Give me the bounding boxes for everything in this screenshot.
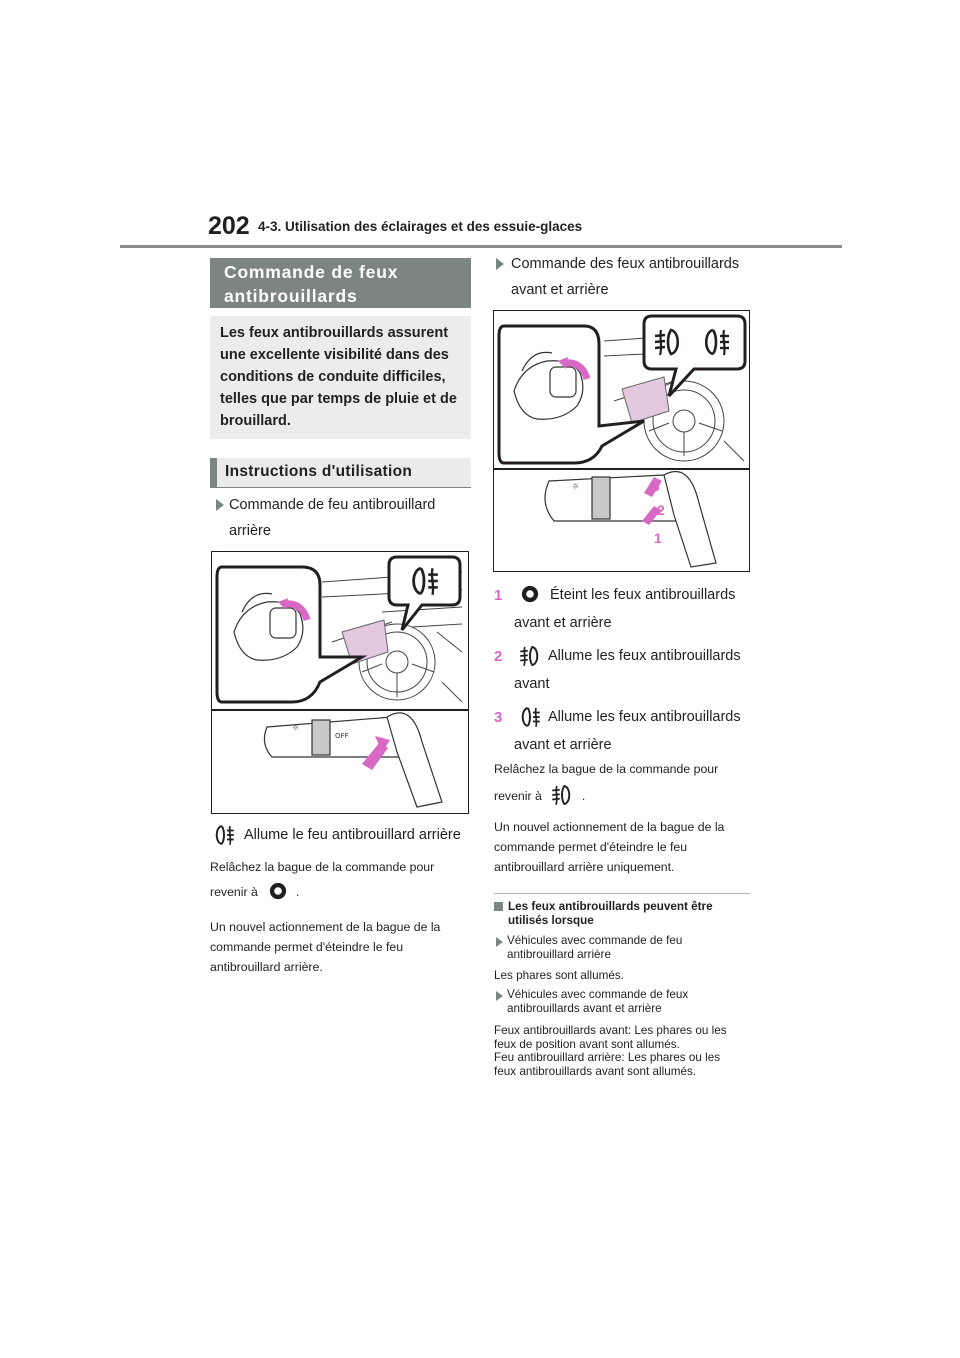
note-item-title-line: Véhicules avec commande de feux <box>507 988 689 1001</box>
front-fog-icon <box>518 644 542 668</box>
again-line: antibrouillard arrière uniquement. <box>494 860 675 874</box>
release-prefix: revenir à <box>210 885 258 899</box>
bullet-triangle-icon <box>496 937 503 947</box>
intro-line: telles que par temps de pluie et de <box>220 391 457 407</box>
rear-fog-on-text: Allume le feu antibrouillard arrière <box>244 827 461 843</box>
front-fog-icon <box>550 783 576 809</box>
intro-line: brouillard. <box>220 413 291 429</box>
note-item-title-line: Véhicules avec commande de feu <box>507 934 683 947</box>
note-item-text-line: Les phares sont allumés. <box>494 969 624 982</box>
again-line: Un nouvel actionnement de la bague de la <box>494 820 725 834</box>
section-heading <box>210 258 471 308</box>
step-text-cont: avant et arrière <box>514 737 612 753</box>
note-item-1-title <box>507 934 682 961</box>
release-line: Relâchez la bague de la commande pour <box>494 762 719 776</box>
step-text: Allume les feux antibrouillards <box>548 709 741 725</box>
release-line <box>210 877 434 907</box>
step-3 <box>494 704 741 758</box>
release-line <box>494 779 718 813</box>
figure-label-2: 2 <box>657 502 665 518</box>
note-title-line: Les feux antibrouillards peuvent être <box>508 900 713 913</box>
release-line: Relâchez la bague de la commande pour <box>210 860 435 874</box>
step-text-cont: avant et arrière <box>514 615 612 631</box>
step-1 <box>494 582 735 636</box>
step-number: 3 <box>494 708 503 726</box>
note-item-1-text <box>494 969 624 983</box>
bullet-triangle-icon <box>496 258 504 270</box>
rear-fog-switch-drawing <box>212 552 468 813</box>
again-instruction <box>494 817 724 877</box>
bullet-rear-fog-title <box>229 492 435 544</box>
bullet-line: arrière <box>229 523 271 539</box>
again-line: Un nouvel actionnement de la bague de la <box>210 920 441 934</box>
step-text: Allume les feux antibrouillards <box>548 648 741 664</box>
bullet-line: Commande des feux antibrouillards <box>511 256 740 272</box>
again-line: commande permet d'éteindre le feu <box>494 840 688 854</box>
section-heading-line-1: Commande de feux <box>224 262 399 282</box>
release-instruction <box>494 759 718 813</box>
again-line: commande permet d'éteindre le feu <box>210 940 404 954</box>
bullet-triangle-icon <box>216 499 224 511</box>
intro-line: Les feux antibrouillards assurent <box>220 325 449 341</box>
step-number: 2 <box>494 647 503 665</box>
rear-fog-icon <box>212 823 238 847</box>
note-item-text-line: Feux antibrouillards avant: Les phares ou les <box>494 1024 727 1037</box>
header-rule <box>120 245 842 248</box>
figure-label-1: 1 <box>654 530 662 546</box>
note-item-title-line: antibrouillards avant et arrière <box>507 1001 662 1015</box>
note-item-text-line: feux de position avant sont allumés. <box>494 1037 680 1051</box>
svg-text:☼: ☼ <box>292 723 300 732</box>
release-prefix: revenir à <box>494 789 542 803</box>
again-line: antibrouillard arrière. <box>210 960 323 974</box>
front-rear-fog-switch-illustration <box>493 310 750 572</box>
figure-label-3: 3 <box>652 478 660 494</box>
note-title-line: utilisés lorsque <box>508 913 594 927</box>
note-item-text-line: Feu antibrouillard arrière: Les phares ou les <box>494 1051 721 1064</box>
note-item-text-line: feux antibrouillards avant sont allumés. <box>494 1064 697 1078</box>
release-suffix: . <box>581 789 586 803</box>
step-text-cont: avant <box>514 676 550 692</box>
rear-fog-icon <box>518 705 542 729</box>
svg-text:OFF: OFF <box>335 732 349 740</box>
section-heading-line-2: antibrouillards <box>224 286 358 306</box>
fog-off-icon <box>520 584 542 606</box>
note-title <box>508 900 713 927</box>
intro-box <box>210 316 471 439</box>
note-separator <box>494 893 750 894</box>
fog-off-icon <box>268 881 290 903</box>
svg-text:☼: ☼ <box>572 482 580 491</box>
bullet-line: Commande de feu antibrouillard <box>229 497 436 513</box>
step-number: 1 <box>494 586 503 604</box>
page-number: 202 <box>208 212 250 240</box>
chapter-title: 4-3. Utilisation des éclairages et des essuie-glaces <box>258 219 583 234</box>
release-suffix: . <box>295 885 300 899</box>
note-item-2-text <box>494 1024 727 1078</box>
subsection-heading: Instructions d'utilisation <box>210 458 471 488</box>
intro-line: une excellente visibilité dans des <box>220 347 449 363</box>
note-item-title-line: antibrouillard arrière <box>507 947 611 961</box>
rear-fog-switch-illustration <box>211 551 469 814</box>
again-instruction <box>210 917 440 977</box>
step-2 <box>494 643 741 697</box>
note-square-icon <box>494 902 503 911</box>
rear-fog-on-row <box>212 823 461 847</box>
front-rear-fog-switch-drawing <box>494 311 749 571</box>
bullet-triangle-icon <box>496 991 503 1001</box>
note-item-2-title <box>507 988 688 1015</box>
release-instruction <box>210 857 434 907</box>
intro-line: conditions de conduite difficiles, <box>220 369 446 385</box>
bullet-front-rear-title <box>511 251 739 303</box>
note-heading <box>494 900 713 927</box>
step-text: Éteint les feux antibrouillards <box>550 587 736 603</box>
bullet-line: avant et arrière <box>511 282 609 298</box>
